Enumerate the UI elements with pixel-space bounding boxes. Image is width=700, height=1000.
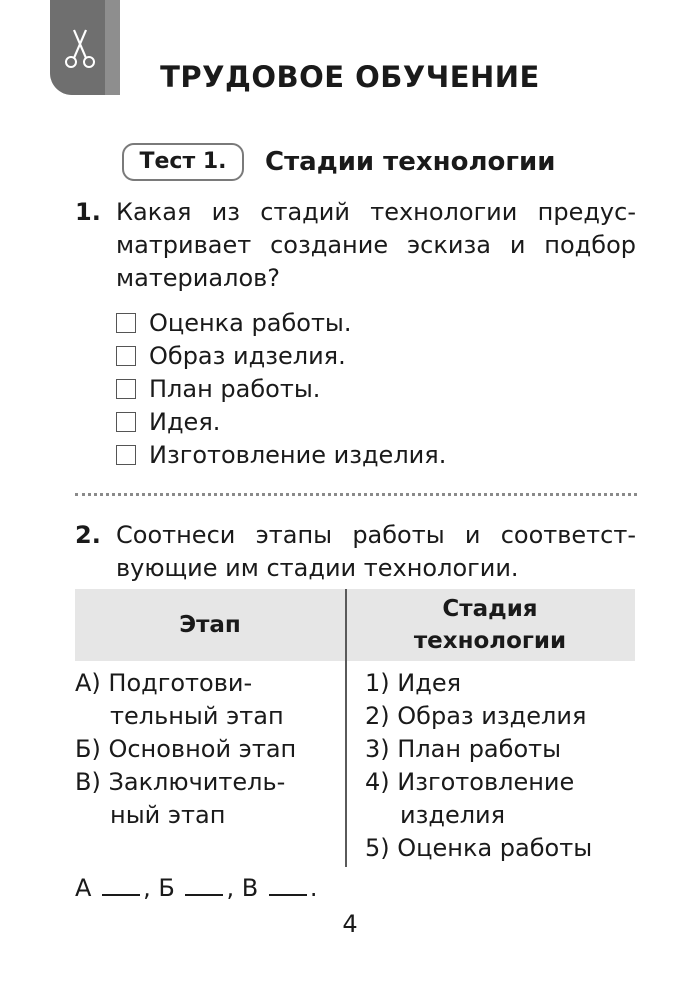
- stage-item: [75, 733, 296, 766]
- phase-item: [365, 700, 592, 733]
- question-1-options: [116, 306, 446, 471]
- option-item[interactable]: [116, 306, 446, 339]
- phase-marker: 1): [365, 669, 390, 697]
- option-item[interactable]: [116, 405, 446, 438]
- dotted-divider: [75, 493, 637, 496]
- phase-text: Образ изделия: [397, 702, 587, 730]
- answer-label-b: Б: [158, 874, 175, 902]
- phase-text: Оценка работы: [397, 834, 593, 862]
- phase-item: [365, 832, 592, 865]
- option-checkbox[interactable]: [116, 445, 136, 465]
- phases-column: [365, 667, 592, 865]
- stage-marker: Б): [75, 735, 101, 763]
- answer-blank-a[interactable]: [102, 874, 140, 896]
- answer-blank-c[interactable]: [269, 874, 307, 896]
- answer-sep: ,: [226, 874, 235, 902]
- page-number: 4: [342, 910, 358, 938]
- stage-text: Заключитель-: [108, 768, 286, 796]
- stage-item-cont: ный этап: [110, 801, 226, 829]
- option-label: План работы.: [149, 374, 321, 403]
- stage-item: [75, 766, 296, 799]
- phase-text: Изготовление: [397, 768, 575, 796]
- option-label: Оценка работы.: [149, 308, 352, 337]
- phase-marker: 3): [365, 735, 390, 763]
- option-checkbox[interactable]: [116, 412, 136, 432]
- option-checkbox[interactable]: [116, 313, 136, 333]
- phase-marker: 4): [365, 768, 390, 796]
- question-2-line: Соотнеси этапы работы и соответст-: [116, 521, 636, 549]
- phase-text: План работы: [397, 735, 562, 763]
- option-checkbox[interactable]: [116, 379, 136, 399]
- column-header-phase-line2: технологии: [413, 628, 567, 654]
- table-header: [75, 589, 635, 661]
- phase-marker: 5): [365, 834, 390, 862]
- column-header-phase: [345, 589, 635, 661]
- answer-blank-b[interactable]: [185, 874, 223, 896]
- question-2-text: [116, 519, 636, 585]
- stages-column: [75, 667, 296, 832]
- question-2-number: 2.: [75, 521, 101, 549]
- question-1-line: Какая из стадий технологии предус-: [116, 198, 636, 226]
- option-item[interactable]: [116, 372, 446, 405]
- phase-marker: 2): [365, 702, 390, 730]
- table-divider: [345, 589, 347, 867]
- option-label: Образ идзелия.: [149, 341, 346, 370]
- page-title: ТРУДОВОЕ ОБУЧЕНИЕ: [160, 60, 540, 94]
- option-label: Изготовление изделия.: [149, 440, 447, 469]
- test-title: Стадии технологии: [265, 147, 556, 177]
- option-item[interactable]: [116, 438, 446, 471]
- answer-end: .: [309, 874, 318, 902]
- option-checkbox[interactable]: [116, 346, 136, 366]
- answer-label-a: А: [75, 874, 92, 902]
- answer-line: [75, 874, 317, 902]
- phase-item: [365, 766, 592, 799]
- column-header-stage: Этап: [179, 612, 241, 638]
- answer-label-c: В: [241, 874, 259, 902]
- question-1-line: материалов?: [116, 264, 281, 292]
- question-2-line: вующие им стадии технологии.: [116, 554, 519, 582]
- phase-item: [365, 667, 592, 700]
- stage-item-cont: тельный этап: [110, 702, 284, 730]
- phase-item: [365, 733, 592, 766]
- question-1-line: матривает создание эскиза и подбор: [116, 231, 636, 259]
- phase-text: Идея: [397, 669, 462, 697]
- option-item[interactable]: [116, 339, 446, 372]
- stage-text: Основной этап: [108, 735, 297, 763]
- question-1-text: [116, 196, 636, 295]
- phase-item-cont: изделия: [400, 801, 506, 829]
- option-label: Идея.: [149, 407, 221, 436]
- question-1-number: 1.: [75, 198, 101, 226]
- test-badge: Тест 1.: [122, 143, 244, 181]
- stage-marker: А): [75, 669, 101, 697]
- stage-text: Подготови-: [108, 669, 253, 697]
- column-header-phase-line1: Стадия: [442, 596, 538, 622]
- stage-marker: В): [75, 768, 101, 796]
- answer-sep: ,: [143, 874, 151, 902]
- stage-item: [75, 667, 296, 700]
